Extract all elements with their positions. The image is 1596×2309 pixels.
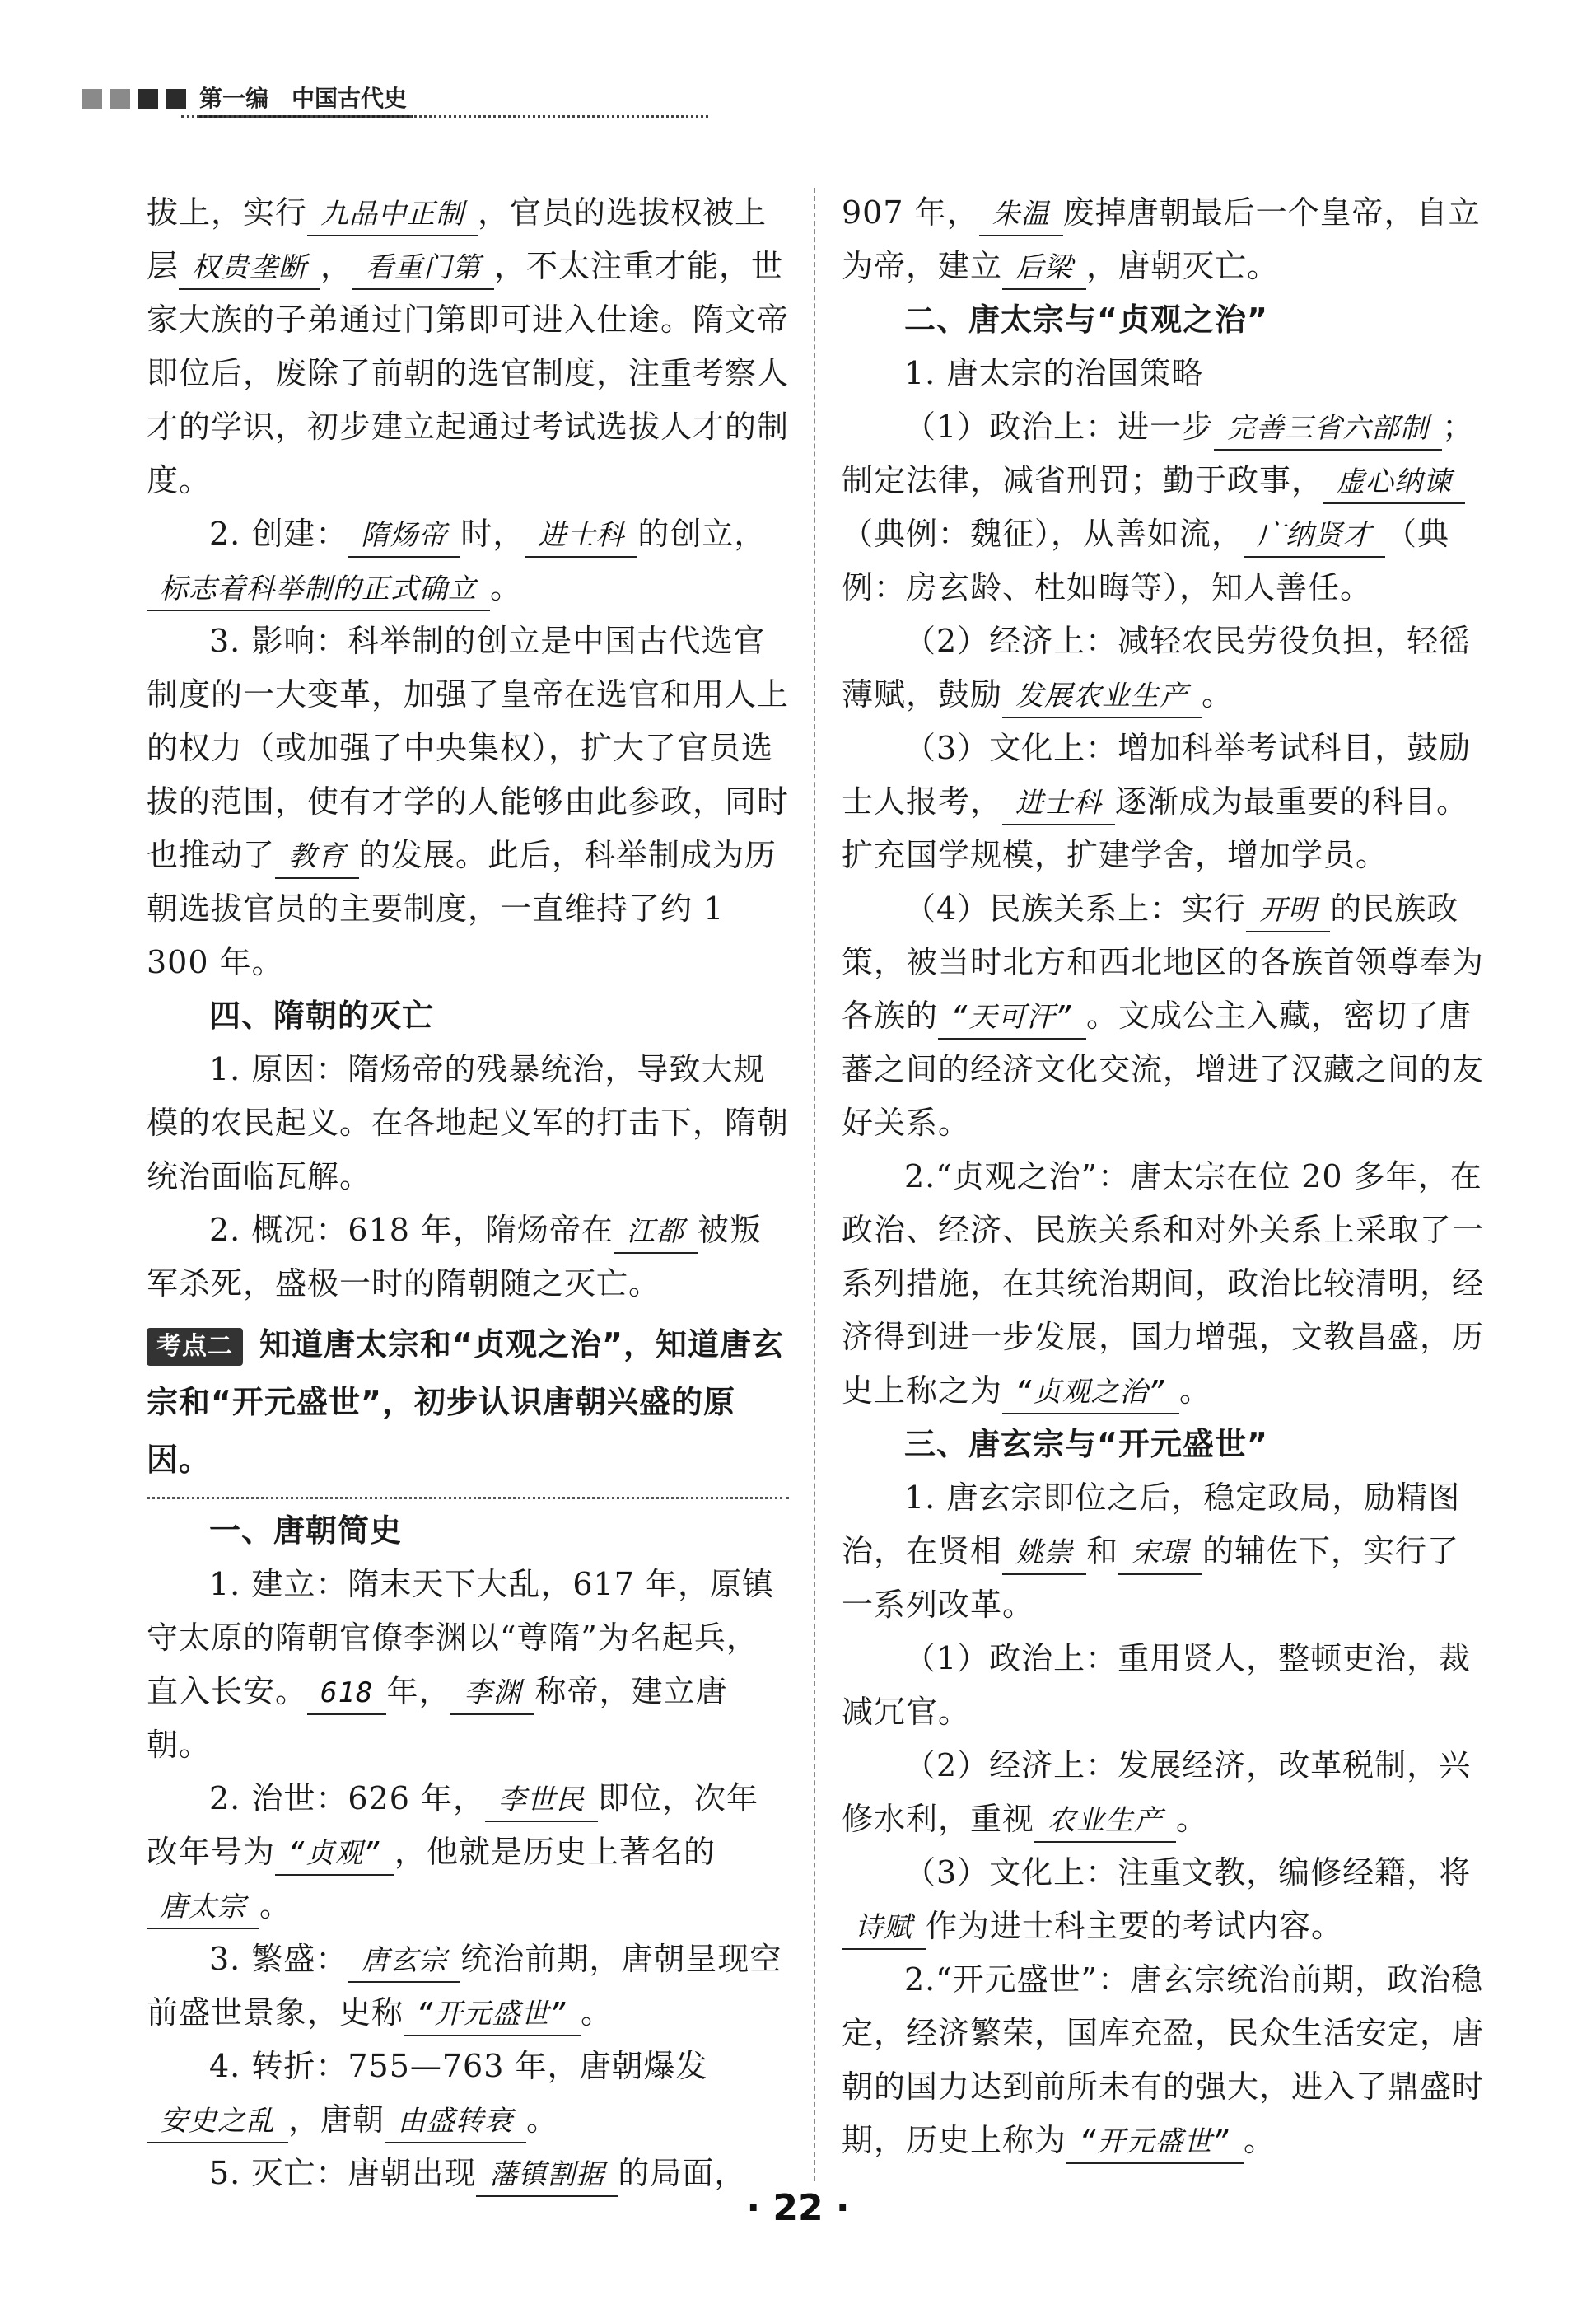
answer-blank: 进士科 [1002, 783, 1115, 825]
answer-blank: 由盛转衰 [385, 2101, 526, 2143]
key-point-text: 知道唐太宗和“贞观之治”，知道唐玄宗和“开元盛世”，初步认识唐朝兴盛的原因。 [147, 1326, 784, 1478]
answer-blank: 农业生产 [1034, 1800, 1176, 1843]
paragraph: 1. 唐玄宗即位之后，稳定政局，励精图治，在贤相 姚崇 和 宋璟 的辅佐下，实行了一系列改革。 [842, 1479, 1461, 1623]
answer-blank: 唐太宗 [147, 1886, 259, 1929]
paragraph: 1. 原因：隋炀帝的残暴统治，导致大规模的农民起义。在各地起义军的打击下，隋朝统治面临瓦解。 [147, 1051, 790, 1194]
section-heading: 四、隋朝的灭亡 [209, 998, 435, 1034]
section-heading: 二、唐太宗与“贞观之治” [904, 301, 1268, 338]
section-heading: 一、唐朝简史 [209, 1512, 403, 1549]
answer-blank: 李渊 [450, 1672, 534, 1715]
column-divider [814, 188, 815, 2181]
paragraph: （3）文化上：增加科举考试科目，鼓励士人报考， 进士科 逐渐成为最重要的科目。扩充国学规模，扩建学舍，增加学员。 [842, 730, 1472, 873]
header-square-icon [138, 89, 158, 109]
answer-blank: 完善三省六部制 [1214, 408, 1442, 451]
header-square-icon [82, 89, 102, 109]
paragraph: （3）文化上：注重文教，编修经籍，将诗赋 作为进士科主要的考试内容。 [842, 1846, 1484, 1953]
paragraph: 2.“贞观之治”：唐太宗在位 20 多年，在政治、经济、民族关系和对外关系上采取了一系列措施，在其统治期间，政治比较清明，经济得到进一步发展，国力增强，文教昌盛，历史上称之为 “贞观之治” 。 [842, 1150, 1484, 1418]
answer-blank: 教育 [275, 836, 359, 879]
key-point-tag: 考点二 [147, 1328, 243, 1366]
answer-blank: “开元盛世” [404, 1993, 581, 2036]
answer-blank: 618 [307, 1672, 386, 1715]
answer-blank: 看重门第 [352, 247, 494, 290]
paragraph: 2. 创建： 隋炀帝 时， 进士科 的创立，标志着科举制的正式确立 。 [147, 507, 789, 615]
answer-blank: 发展农业生产 [1002, 675, 1202, 718]
header-section: 第一编 [199, 84, 269, 112]
answer-blank: 标志着科举制的正式确立 [147, 568, 490, 611]
paragraph: 907 年， 朱温 废掉唐朝最后一个皇帝，自立为帝，建立 后梁 ，唐朝灭亡。 [842, 186, 1484, 293]
answer-blank: 后梁 [1002, 247, 1086, 290]
answer-blank: 诗赋 [842, 1907, 926, 1950]
header-dotted-rule [181, 115, 708, 118]
answer-blank: 九品中正制 [307, 194, 478, 236]
header-name: 中国古代史 [292, 84, 408, 112]
paragraph: （1）政治上：进一步 完善三省六部制 ；制定法律，减省刑罚；勤于政事， 虚心纳谏（典例：魏征），从善如流， 广纳贤才 （典例：房玄龄、杜如晦等），知人善任。 [842, 409, 1475, 605]
answer-blank: 广纳贤才 [1244, 515, 1385, 558]
answer-blank: 进士科 [525, 515, 637, 558]
paragraph: 2. 治世：626 年， 李世民 即位，次年改年号为 “贞观” ，他就是历史上著名的唐太宗 。 [147, 1772, 789, 1933]
paragraph: 3. 影响：科举制的创立是中国古代选官制度的一大变革，加强了皇帝在选官和用人上的权力（或加强了中央集权），扩大了官员选拔的范围，使有才学的人能够由此参政，同时也推动了 教育 的发展。此后，科举制成为历朝选拔官员的主要制度，一直维持了约 1 300 年。 [147, 623, 790, 980]
answer-blank: 朱温 [979, 194, 1063, 236]
answer-blank: 李世民 [485, 1779, 598, 1822]
answer-blank: 唐玄宗 [348, 1940, 460, 1983]
answer-blank: “天可汗” [938, 997, 1086, 1040]
header-square-icon [110, 89, 130, 109]
answer-blank: 江都 [614, 1211, 698, 1254]
answer-blank: 虚心纳谏 [1323, 461, 1465, 504]
key-point-box [147, 1316, 789, 1499]
paragraph: （1）政治上：重用贤人，整顿吏治，裁减冗官。 [842, 1640, 1472, 1730]
paragraph: 4. 转折：755—763 年，唐朝爆发安史之乱 ，唐朝 由盛转衰 。 [147, 2040, 789, 2147]
paragraph: 2. 概况：618 年，隋炀帝在 江都 被叛军杀死，盛极一时的隋朝随之灭亡。 [147, 1212, 762, 1302]
answer-blank: 权贵垄断 [179, 247, 320, 290]
answer-blank: “贞观之治” [1002, 1372, 1179, 1414]
answer-blank: 安史之乱 [147, 2101, 288, 2143]
answer-blank: 隋炀帝 [348, 515, 460, 558]
subheading: 1. 唐太宗的治国策略 [904, 355, 1204, 391]
header-square-icon [166, 89, 186, 109]
left-column [147, 186, 789, 2200]
answer-blank: 宋璟 [1118, 1532, 1202, 1575]
section-heading: 三、唐玄宗与“开元盛世” [904, 1426, 1268, 1462]
paragraph: （4）民族关系上：实行 开明 的民族政策，被当时北方和西北地区的各族首领尊奉为各族的 “天可汗” 。文成公主入藏，密切了唐蕃之间的经济文化交流，增进了汉藏之间的友好关系。 [842, 890, 1485, 1141]
paragraph: 5. 灭亡：唐朝出现 藩镇割据 的局面， [147, 2147, 789, 2200]
answer-blank: “开元盛世” [1066, 2121, 1244, 2164]
running-header [82, 82, 413, 115]
answer-blank: 姚崇 [1002, 1532, 1086, 1575]
paragraph: （2）经济上：发展经济，改革税制，兴修水利，重视 农业生产 。 [842, 1739, 1484, 1846]
header-title [199, 81, 413, 118]
page-number: · 22 · [746, 2187, 850, 2229]
answer-blank: “贞观” [275, 1833, 394, 1876]
paragraph: 拔上，实行 九品中正制 ，官员的选拔权被上层 权贵垄断 ， 看重门第 ，不太注重才能，世家大族的子弟通过门第即可进入仕途。隋文帝即位后，废除了前朝的选官制度，注重考察人才的学识，初步建立起通过考试选拔人才的制度。 [147, 194, 790, 498]
paragraph: 1. 建立：隋末天下大乱，617 年，原镇守太原的隋朝官僚李渊以“尊隋”为名起兵，直入长安。 618 年， 李渊 称帝，建立唐朝。 [147, 1566, 774, 1763]
paragraph: （2）经济上：减轻农民劳役负担，轻徭薄赋，鼓励 发展农业生产 。 [842, 615, 1484, 722]
paragraph: 3. 繁盛： 唐玄宗 统治前期，唐朝呈现空前盛世景象，史称 “开元盛世” 。 [147, 1933, 789, 2040]
answer-blank: 藩镇割据 [476, 2154, 618, 2197]
right-column [842, 186, 1484, 2167]
answer-blank: 开明 [1246, 890, 1330, 932]
paragraph: 2.“开元盛世”：唐玄宗统治前期，政治稳定，经济繁荣，国库充盈，民众生活安定，唐朝的国力达到前所未有的强大，进入了鼎盛时期，历史上称为 “开元盛世” 。 [842, 1953, 1484, 2167]
